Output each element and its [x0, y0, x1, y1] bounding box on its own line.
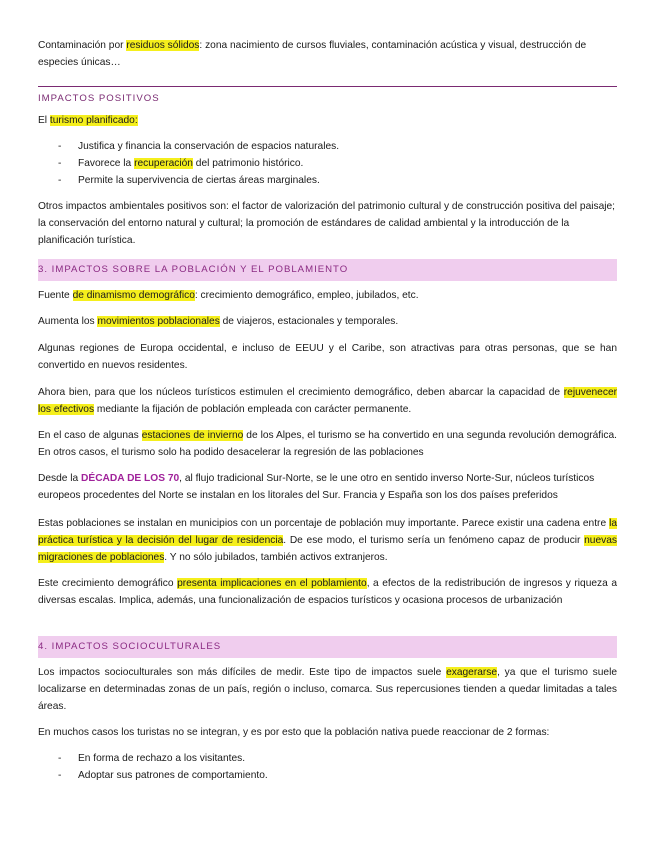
text: Este crecimiento demográfico — [38, 578, 178, 589]
text: . De ese modo, el turismo sería un fenómeno capaz de producir — [283, 535, 585, 546]
highlight: la práctica turística y la decisión del lugar de residencia — [38, 518, 617, 546]
paragraph-otros-impactos: Otros impactos ambientales positivos son: el factor de valorización del patrimonio cultural y de construcción positiva del paisaje; la conservación del entorno natural y cultural; la promoción de estándares de calidad ambiental y la introducción de la planificación turística. — [38, 201, 616, 246]
highlight: exagerarse — [446, 667, 498, 678]
text: de los Alpes, el turismo se ha convertido en una segunda revolución demográfica. En otros casos, el turismo solo ha podido desacelerar la regresión de las poblaciones — [38, 430, 617, 458]
heading-section-4 — [38, 636, 617, 658]
text: : zona nacimiento de cursos fluviales, contaminación acústica y visual, destrucción de especies únicas… — [38, 40, 587, 68]
section-divider — [38, 86, 617, 87]
list-item: - En forma de rechazo a los visitantes. — [38, 750, 617, 767]
paragraph-contaminacion — [38, 37, 617, 71]
text: del patrimonio histórico. — [192, 158, 304, 169]
highlight: residuos sólidos — [126, 40, 200, 51]
reaction-list — [38, 750, 617, 784]
highlight: estaciones de invierno — [141, 430, 244, 441]
text: Fuente — [38, 290, 73, 301]
highlight: movimientos poblacionales — [97, 316, 220, 327]
list-item: - Adoptar sus patrones de comportamiento. — [38, 767, 617, 784]
text: En el caso de algunas — [38, 430, 142, 441]
text: Contaminación por — [38, 40, 127, 51]
text: , ya que el turismo suele localizarse en determinadas zonas de un país, región o incluso, comarca. Sus repercusiones tienden a quedar limitadas a tales áreas. — [38, 667, 617, 712]
highlight: turismo planificado: — [49, 115, 138, 126]
text: de viajeros, estacionales y temporales. — [219, 316, 399, 327]
paragraph-poblaciones — [38, 515, 617, 566]
heading-section-3 — [38, 259, 617, 281]
text: , al flujo tradicional Sur-Norte, se le une otro en sentido inverso Norte-Sur, núcleos turísticos europeos procedentes del Norte se instalan en los litorales del Sur. Francia y España son los dos países preferidos — [38, 473, 595, 501]
emphasis: DÉCADA DE LOS 70 — [81, 473, 180, 484]
text: Favorece la — [78, 158, 135, 169]
text: mediante la fijación de población empleada con carácter permanente. — [94, 404, 412, 415]
section-title: 3. IMPACTOS SOBRE LA POBLACIÓN Y EL POBLAMIENTO — [38, 264, 349, 275]
highlight: presenta implicaciones en el poblamiento — [177, 578, 367, 589]
section-title: 4. IMPACTOS SOCIOCULTURALES — [38, 641, 222, 652]
paragraph-socioculturales — [38, 664, 617, 715]
text: , a efectos de la redistribución de ingresos y riqueza a diversas escalas. Implica, además, una funcionalización de espacios turísticos y ocasiona procesos de urbanización — [38, 578, 617, 606]
text: Ahora bien, para que los núcleos turísticos estimulen el crecimiento demográfico, deben abarcar la capacidad de — [38, 387, 564, 398]
list-item — [38, 155, 617, 172]
highlight: nuevas migraciones de poblaciones — [38, 535, 617, 563]
text: Desde la — [38, 473, 82, 484]
text: Estas poblaciones se instalan en municipios con un porcentaje de población muy importante. Parece existir una cadena entre — [38, 518, 610, 529]
paragraph-movimientos — [38, 313, 617, 330]
text: Los impactos socioculturales son más difíciles de medir. Este tipo de impactos suele — [38, 667, 447, 678]
paragraph-turismo-planificado — [38, 112, 617, 129]
paragraph-crecimiento — [38, 575, 617, 609]
paragraph-estaciones — [38, 427, 617, 461]
highlight: recuperación — [134, 158, 193, 169]
paragraph-decada — [38, 470, 617, 504]
positive-impacts-list — [38, 138, 617, 189]
paragraph-fuente-dinamismo — [38, 287, 617, 304]
text: El — [38, 115, 50, 126]
text: : crecimiento demográfico, empleo, jubilados, etc. — [194, 290, 419, 301]
list-item: - Permite la supervivencia de ciertas áreas marginales. — [38, 172, 617, 189]
list-item: - Justifica y financia la conservación de espacios naturales. — [38, 138, 617, 155]
paragraph-turistas: En muchos casos los turistas no se integran, y es por esto que la población nativa puede reaccionar de 2 formas: — [38, 727, 550, 738]
paragraph-rejuvenecer — [38, 384, 617, 418]
text: . Y no sólo jubilados, también activos extranjeros. — [164, 552, 388, 563]
highlight: rejuvenecer los efectivos — [38, 387, 617, 415]
highlight: de dinamismo demográfico — [72, 290, 195, 301]
heading-impactos-positivos: IMPACTOS POSITIVOS — [38, 93, 160, 104]
text: Aumenta los — [38, 316, 98, 327]
paragraph-regiones: Algunas regiones de Europa occidental, e incluso de EEUU y el Caribe, son atractivas para otras personas, que se han convertido en nuevos residentes. — [38, 343, 617, 371]
